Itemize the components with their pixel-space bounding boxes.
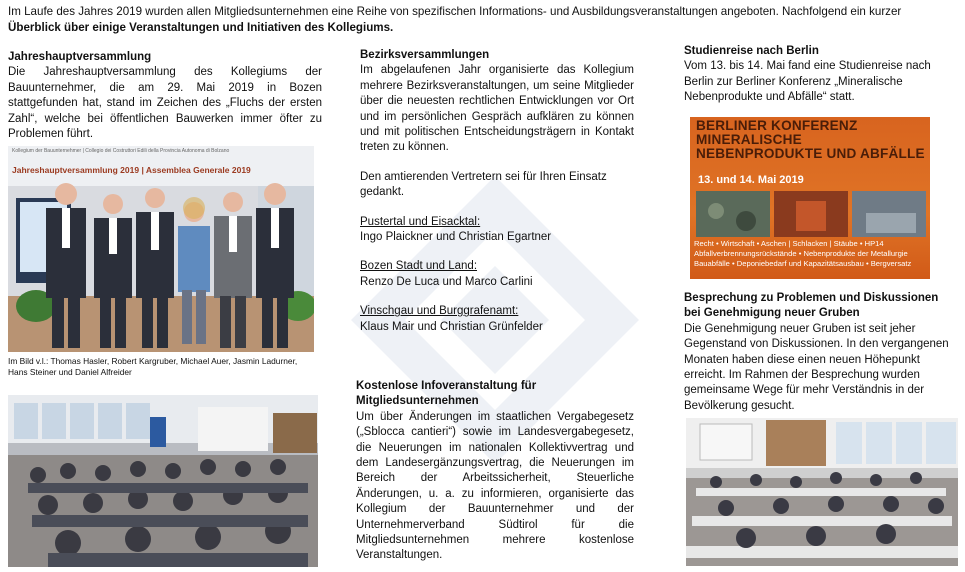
district-people: Ingo Plaickner und Christian Egartner: [360, 231, 552, 244]
section-jahreshauptversammlung: [8, 50, 322, 142]
poster-title: BERLINER KONFERENZ MINERALISCHE NEBENPRODUKTE UND ABFÄLLE: [696, 118, 925, 161]
poster-photos: [696, 191, 926, 237]
poster-line: Abfallverbrennungsrückstände • Nebenprodukte der Metallurgie: [694, 249, 908, 258]
photo-banner: Jahreshauptversammlung 2019 | Assemblea Generale 2019: [12, 165, 251, 175]
body-jahreshauptversammlung: Die Jahreshauptversammlung des Kollegiums der Bauunternehmer, die am 29. Mai 2019 in Bozen stattgefunden hat, stand im Zeichen des „Fluchs der ersten Zahl“, welche bei öffentlichen Bauwerken immer öfter zu Problemen führt.: [8, 66, 322, 141]
body-bezirksversammlungen: Im abgelaufenen Jahr organisierte das Kollegium mehrere Bezirksveranstaltungen, um seine Mitglieder über die neuesten rechtlichen Entwicklungen vor Ort und im persönlichen Gespräch aufklären zu können und mit politischen Entscheidungsträgern in Kontakt treten zu können.: [360, 64, 634, 154]
district-people: Renzo De Luca und Marco Carlini: [360, 275, 533, 288]
poster-line: Bauabfälle • Deponiebedarf und Kapazitätsausbau • Bergversatz: [694, 259, 912, 268]
section-gruben: [684, 291, 954, 414]
heading-studienreise: Studienreise nach Berlin: [684, 45, 819, 57]
caption-jahreshauptversammlung: Im Bild v.l.: Thomas Hasler, Robert Kargruber, Michael Auer, Jasmin Ladurner, Hans Steiner und Daniel Alfreider: [8, 356, 298, 377]
body-studienreise: Vom 13. bis 14. Mai fand eine Studienreise nach Berlin zur Berliner Konferenz „Mineralische Nebenprodukte und Abfälle“ statt.: [684, 60, 931, 104]
heading-bezirksversammlungen: Bezirksversammlungen: [360, 49, 490, 61]
heading-jahreshauptversammlung: Jahreshauptversammlung: [8, 51, 152, 63]
district-name: Bozen Stadt und Land:: [360, 260, 478, 273]
body-gruben: Die Genehmigung neuer Gruben ist seit jeher Gegenstand von Diskussionen. In den vergangenen Monaten haben diese einen neuen Höhepunkt erreicht. Im Rahmen der Besprechung wurden gemeinsame Wege für mehr Verständnis in der Bevölkerung gesucht.: [684, 322, 949, 412]
poster-date: 13. und 14. Mai 2019: [698, 174, 804, 186]
photo-infoveranstaltung: [8, 395, 318, 567]
district-name: Vinschgau und Burggrafenamt:: [360, 305, 519, 318]
photo-gruben: [686, 418, 958, 566]
intro-bold: Überblick über einige Veranstaltungen und Initiativen des Kollegiums.: [8, 21, 394, 34]
intro-text: [8, 4, 958, 36]
poster-berliner-konferenz: [690, 117, 930, 279]
poster-line: Recht • Wirtschaft • Aschen | Schlacken | Stäube • HP14: [694, 239, 884, 248]
section-infoveranstaltung: [356, 379, 634, 564]
district-people: Klaus Mair und Christian Grünfelder: [360, 320, 543, 333]
intro-body: Im Laufe des Jahres 2019 wurden allen Mitgliedsunternehmen eine Reihe von spezifischen Informations- und Ausbildungsveranstaltungen angeboten. Nachfolgend ein kurzer: [8, 5, 902, 18]
heading-infoveranstaltung: Kostenlose Infoveranstaltung für Mitgliedsunternehmen: [356, 380, 537, 408]
district-name: Pustertal und Eisacktal:: [360, 215, 481, 228]
section-studienreise: [684, 44, 940, 106]
poster-topics: [694, 239, 928, 269]
thanks-bezirksversammlungen: Den amtierenden Vertretern sei für Ihren Einsatz gedankt.: [360, 170, 607, 199]
body-infoveranstaltung: Um über Änderungen im staatlichen Vergabegesetz („Sblocca cantieri“) sowie im Landesvergabegesetz, die Neuerungen im nationalen Kollektivvertrag und dem Landesergänzungsvertrag, die Neuerungen im Bereich der Arbeitssicherheit, Steuerliche Änderungen, u. a. zu informieren, organisierte das Kollegium der Bauunternehmer und der Unternehmerverband Südtirol für die Mitgliedsunternehmen mehrere kostenlose Veranstaltungen.: [356, 410, 634, 562]
heading-gruben: Besprechung zu Problemen und Diskussionen bei Genehmigung neuer Gruben: [684, 292, 939, 320]
photo-jahreshauptversammlung: [8, 146, 314, 352]
section-bezirksversammlungen: [360, 48, 634, 335]
photo-banner-small: Kollegium der Bauunternehmer | Collegio dei Costruttori Edili della Provincia Autonoma di Bolzano: [12, 148, 230, 154]
